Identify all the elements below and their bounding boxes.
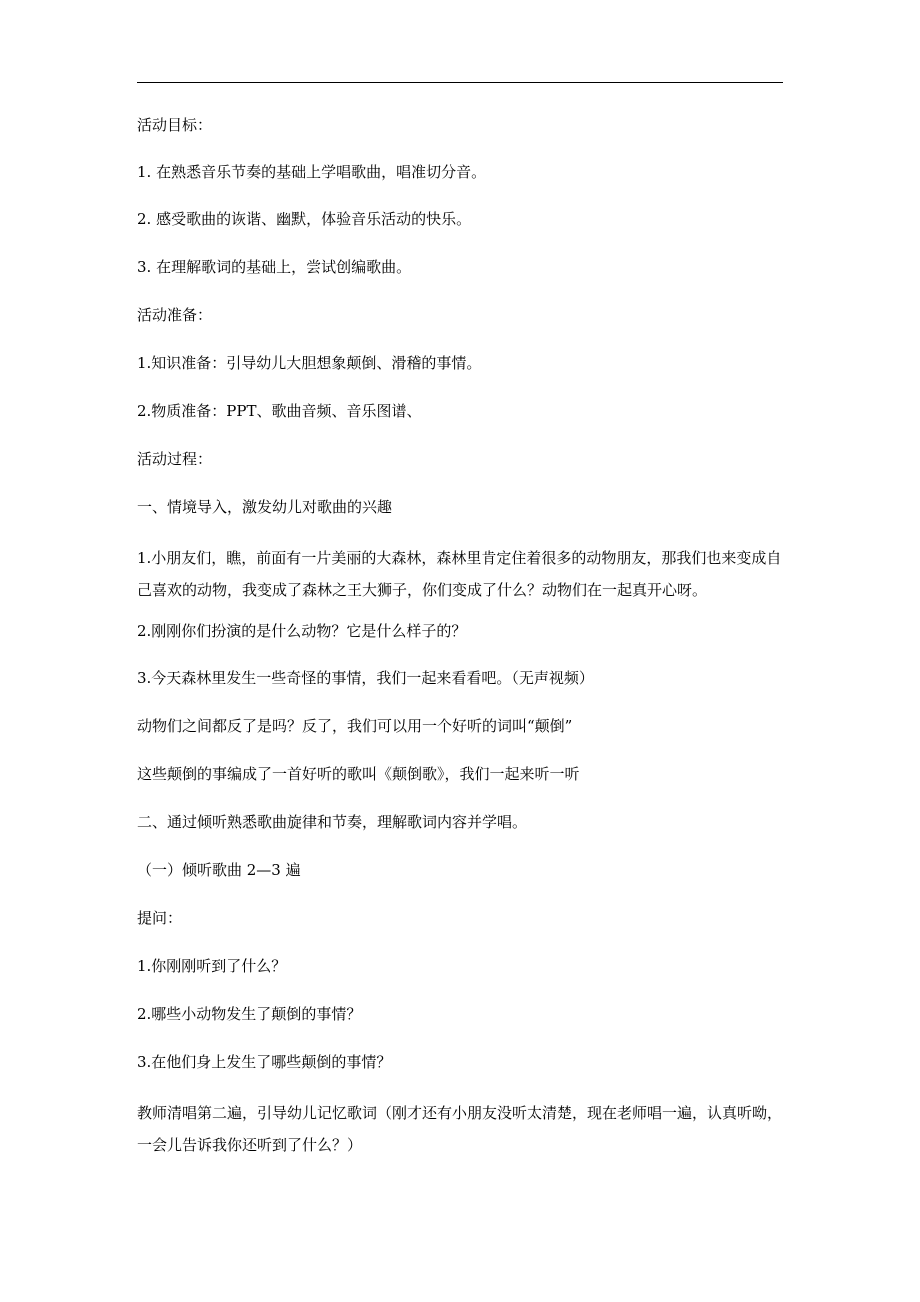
section-1-heading: 一、情境导入，激发幼儿对歌曲的兴趣 — [137, 498, 393, 516]
section-2-heading: 二、通过倾听熟悉歌曲旋律和节奏，理解歌词内容并学唱。 — [137, 813, 528, 831]
heading-activity-preparation: 活动准备： — [137, 306, 213, 324]
goal-item-3: 3. 在理解歌词的基础上，尝试创编歌曲。 — [137, 258, 412, 276]
prep-item-2: 2.物质准备：PPT、歌曲音频、音乐图谱、 — [137, 402, 422, 420]
header-rule — [137, 82, 783, 83]
process-paragraph-1: 1.小朋友们，瞧，前面有一片美丽的大森林，森林里肯定住着很多的动物朋友，那我们也来变成自己喜欢的动物，我变成了森林之王大狮子，你们变成了什么？动物们在一起真开心呀。 — [137, 549, 782, 599]
heading-activity-process: 活动过程： — [137, 450, 213, 468]
prep-item-1: 1.知识准备：引导幼儿大胆想象颠倒、滑稽的事情。 — [137, 354, 482, 372]
questions-label: 提问： — [137, 909, 183, 927]
teacher-instruction-paragraph: 教师清唱第二遍，引导幼儿记忆歌词（刚才还有小朋友没听太清楚，现在老师唱一遍，认真听呦，一会儿告诉我你还听到了什么？） — [137, 1104, 783, 1154]
process-paragraph-4: 动物们之间都反了是吗？反了，我们可以用一个好听的词叫“颠倒” — [137, 717, 573, 735]
question-1: 1.你刚刚听到了什么？ — [137, 957, 287, 975]
process-paragraph-2: 2.刚刚你们扮演的是什么动物？它是什么样子的？ — [137, 622, 467, 640]
question-2: 2.哪些小动物发生了颠倒的事情？ — [137, 1005, 362, 1023]
goal-item-1: 1. 在熟悉音乐节奏的基础上学唱歌曲，唱准切分音。 — [137, 163, 487, 181]
subsection-1-heading: （一）倾听歌曲 2—3 遍 — [137, 861, 301, 879]
process-paragraph-3: 3.今天森林里发生一些奇怪的事情，我们一起来看看吧。（无声视频） — [137, 669, 594, 687]
heading-activity-goals: 活动目标： — [137, 116, 213, 134]
goal-item-2: 2. 感受歌曲的诙谐、幽默，体验音乐活动的快乐。 — [137, 210, 472, 228]
process-paragraph-5: 这些颠倒的事编成了一首好听的歌叫《颠倒歌》，我们一起来听一听 — [137, 765, 580, 783]
question-3: 3.在他们身上发生了哪些颠倒的事情？ — [137, 1053, 392, 1071]
